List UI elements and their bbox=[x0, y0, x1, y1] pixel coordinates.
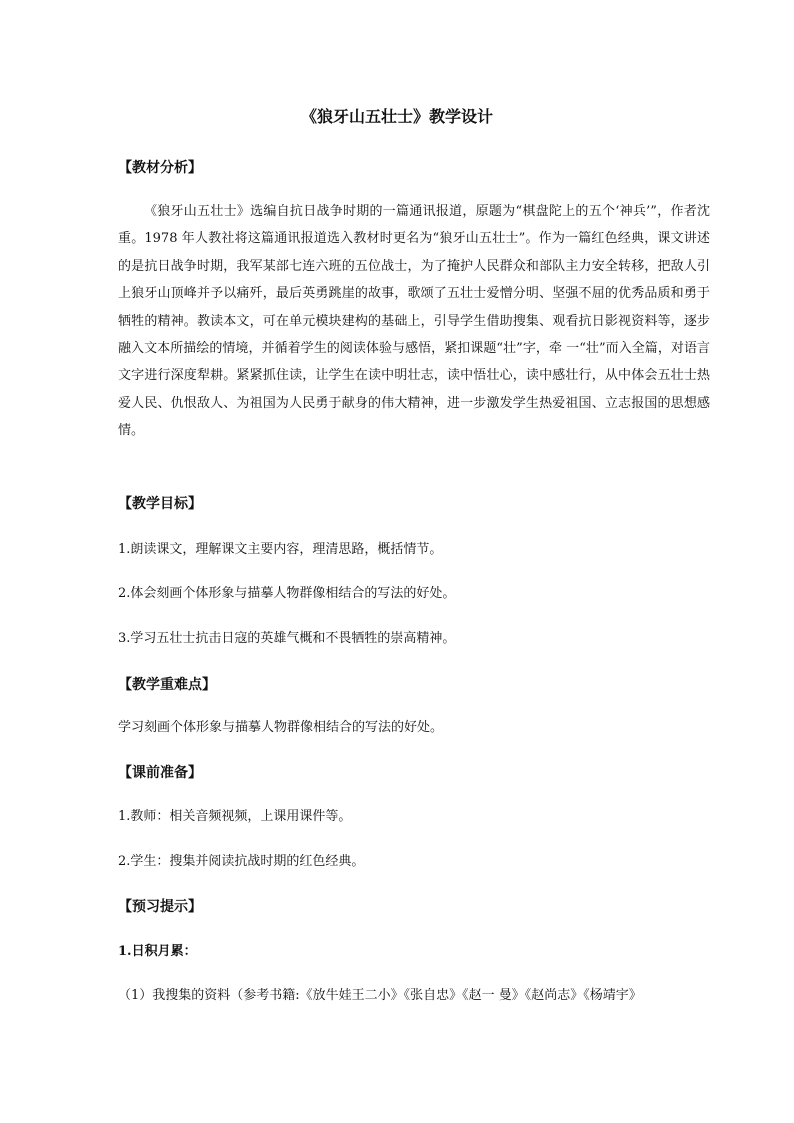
textbook-analysis-paragraph: 《狼牙山五壮士》选编自抗日战争时期的一篇通讯报道，原题为“棋盘陀上的五个‘神兵’”，作者沈重。1978 年人教社将这篇通讯报道选入教材时更名为“狼牙山五壮士”。作为一篇红色经典，课文讲述的是抗日战争时期，我军某部七连六班的五位战士，为了掩护人民群众和部队主力安全转移，把敌人引上狼牙山顶峰并予以痛歼，最后英勇跳崖的故事，歌颂了五壮士爱憎分明、坚强不屈的优秀品质和勇于牺牲的精神。教读本文，可在单元模块建构的基础上，引导学生借助搜集、观看抗日影视资料等，逐步融入文本所描绘的情境，并循着学生的阅读体验与感悟，紧扣课题“壮”字，牵 一“壮”而入全篇，对语言文字进行深度犁耕。紧紧抓住读，让学生在读中明壮志，读中悟壮心，读中感壮行，从中体会五壮士热爱人民、仇恨敌人、为祖国为人民勇于献身的伟大精神，进一步激发学生热爱祖国、立志报国的思想感情。 bbox=[118, 204, 710, 439]
goal-item-3: 3.学习五壮士抗击日寇的英雄气概和不畏牺牲的崇高精神。 bbox=[118, 631, 456, 646]
preview-item-1: （1）我搜集的资料（参考书籍:《放牛娃王二小》《张自忠》《赵一 曼》《赵尚志》《杨靖宇》 bbox=[118, 988, 642, 1003]
document-title: 《狼牙山五壮士》教学设计 bbox=[300, 107, 493, 126]
preparation-item-1: 1.教师：相关音频视频，上课用课件等。 bbox=[118, 809, 352, 824]
heading-key-points: 【教学重难点】 bbox=[118, 677, 216, 693]
key-points-text: 学习刻画个体形象与描摹人物群像相结合的写法的好处。 bbox=[118, 720, 444, 735]
preparation-item-2: 2.学生：搜集并阅读抗战时期的红色经典。 bbox=[118, 854, 365, 869]
heading-teaching-goals: 【教学目标】 bbox=[118, 496, 202, 512]
heading-preview-tips: 【预习提示】 bbox=[118, 899, 202, 915]
preview-subheading: 1.日积月累： bbox=[118, 944, 197, 959]
heading-textbook-analysis: 【教材分析】 bbox=[118, 160, 202, 176]
heading-preparation: 【课前准备】 bbox=[118, 765, 202, 781]
goal-item-1: 1.朗读课文，理解课文主要内容，理清思路，概括情节。 bbox=[118, 542, 443, 557]
goal-item-2: 2.体会刻画个体形象与描摹人物群像相结合的写法的好处。 bbox=[118, 586, 456, 601]
